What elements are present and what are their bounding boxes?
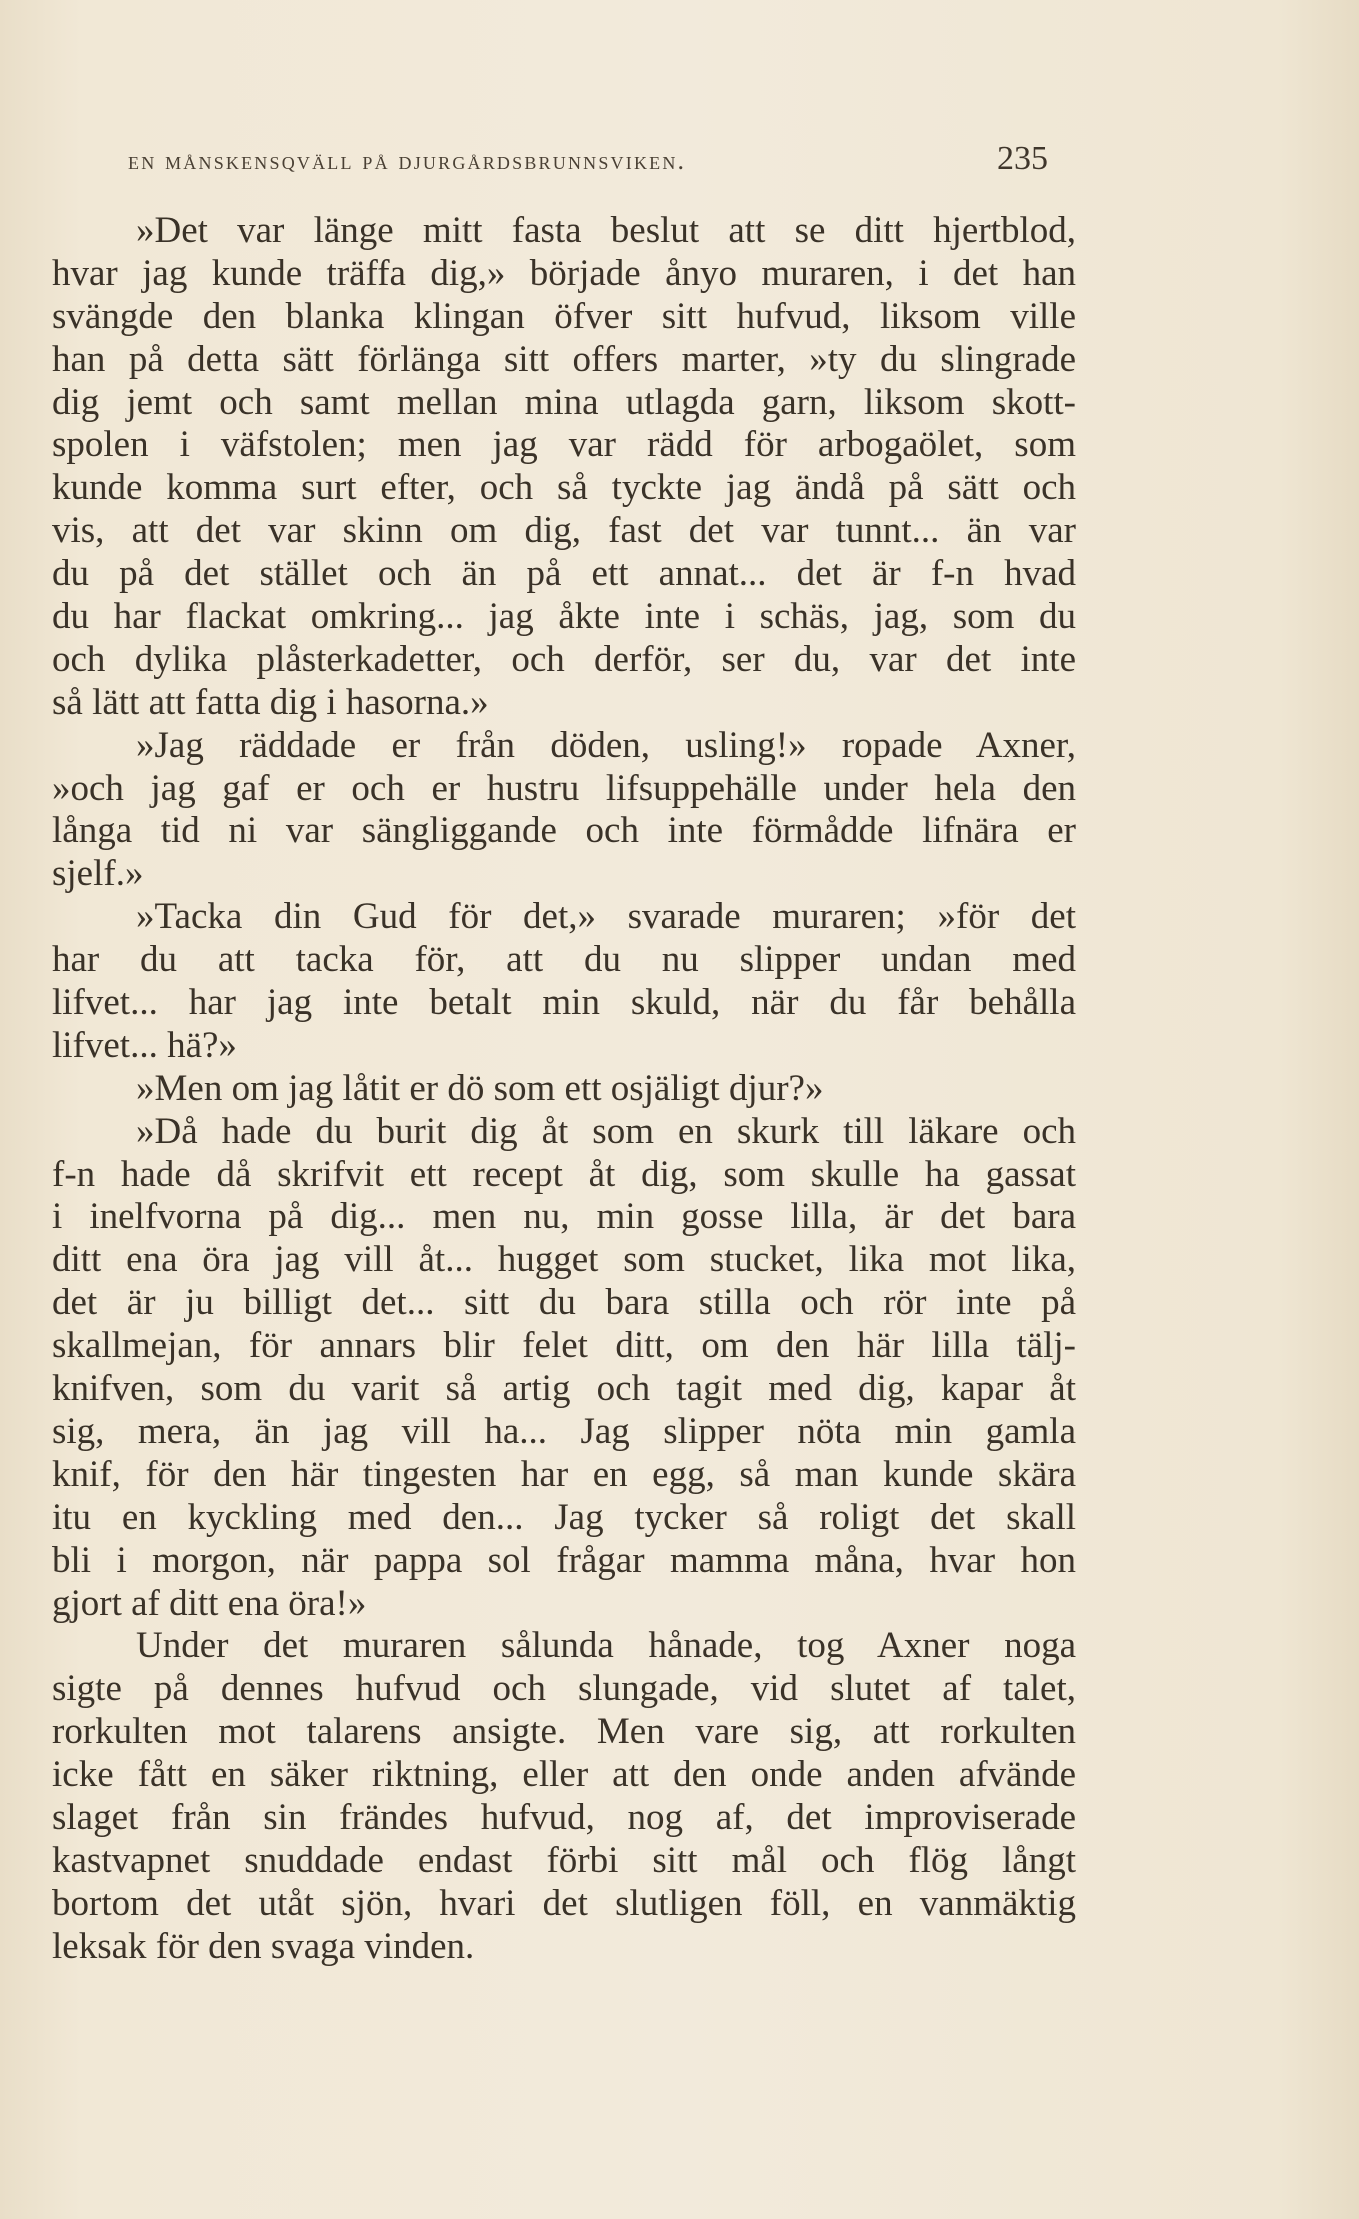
text-line: hvar jag kunde träffa dig,» började ånyo muraren, i det han xyxy=(52,252,1076,294)
text-line: så lätt att fatta dig i hasorna.» xyxy=(52,681,489,723)
text-line: sig, mera, än jag vill ha... Jag slipper nöta min gamla xyxy=(52,1410,1076,1452)
text-line: lifvet... hä?» xyxy=(52,1024,237,1066)
text-line: sjelf.» xyxy=(52,853,144,895)
text-line: spolen i väfstolen; men jag var rädd för arbogaölet, som xyxy=(52,424,1076,466)
text-line: du på det stället och än på ett annat... det är f-n hvad xyxy=(52,553,1076,595)
text-line: Under det muraren sålunda hånade, tog Axner noga xyxy=(136,1625,1076,1667)
text-line: dig jemt och samt mellan mina utlagda garn, liksom skott- xyxy=(52,381,1076,423)
text-line: knifven, som du varit så artig och tagit med dig, kapar åt xyxy=(52,1368,1076,1410)
body-text xyxy=(52,210,1076,1969)
text-line: har du att tacka för, att du nu slipper undan med xyxy=(52,939,1076,981)
page-number: 235 xyxy=(997,140,1048,177)
text-line: svängde den blanka klingan öfver sitt hufvud, liksom ville xyxy=(52,295,1076,337)
text-line: kastvapnet snuddade endast förbi sitt mål och flög långt xyxy=(52,1839,1076,1881)
text-line: »Tacka din Gud för det,» svarade muraren; »för det xyxy=(136,896,1076,938)
text-line: sigte på dennes hufvud och slungade, vid slutet af talet, xyxy=(52,1668,1076,1710)
text-line: »Jag räddade er från döden, usling!» ropade Axner, xyxy=(136,724,1076,766)
text-line: det är ju billigt det... sitt du bara stilla och rör inte på xyxy=(52,1282,1076,1324)
text-line: vis, att det var skinn om dig, fast det var tunnt... än var xyxy=(52,510,1076,552)
text-line: i inelfvorna på dig... men nu, min gosse lilla, är det bara xyxy=(52,1196,1076,1238)
text-line: ditt ena öra jag vill åt... hugget som stucket, lika mot lika, xyxy=(52,1239,1076,1281)
text-line: bli i morgon, när pappa sol frågar mamma måna, hvar hon xyxy=(52,1539,1076,1581)
text-line: rorkulten mot talarens ansigte. Men vare sig, att rorkulten xyxy=(52,1711,1076,1753)
text-line: han på detta sätt förlänga sitt offers marter, »ty du slingrade xyxy=(52,338,1076,380)
text-line: gjort af ditt ena öra!» xyxy=(52,1582,367,1624)
text-line: icke fått en säker riktning, eller att den onde anden afvände xyxy=(52,1754,1076,1796)
text-line: »Då hade du burit dig åt som en skurk till läkare och xyxy=(136,1110,1076,1152)
text-line: leksak för den svaga vinden. xyxy=(52,1925,475,1967)
text-line: slaget från sin frändes hufvud, nog af, det improviserade xyxy=(52,1796,1076,1838)
text-line: skallmejan, för annars blir felet ditt, om den här lilla tälj- xyxy=(52,1325,1076,1367)
text-line: »Men om jag låtit er dö som ett osjäligt djur?» xyxy=(136,1067,824,1109)
text-line: och dylika plåsterkadetter, och derför, ser du, var det inte xyxy=(52,638,1076,680)
text-line: du har flackat omkring... jag åkte inte i schäs, jag, som du xyxy=(52,596,1076,638)
text-line: itu en kyckling med den... Jag tycker så roligt det skall xyxy=(52,1496,1076,1538)
text-line: »Det var länge mitt fasta beslut att se ditt hjertblod, xyxy=(136,210,1076,251)
page-header xyxy=(128,140,1048,180)
text-line: f-n hade då skrifvit ett recept åt dig, som skulle ha gassat xyxy=(52,1153,1076,1195)
text-line: lifvet... har jag inte betalt min skuld, när du får behålla xyxy=(52,982,1076,1024)
text-line: »och jag gaf er och er hustru lifsuppehälle under hela den xyxy=(52,767,1076,809)
text-line: kunde komma surt efter, och så tyckte jag ändå på sätt och xyxy=(52,467,1076,509)
text-line: långa tid ni var sängliggande och inte förmådde lifnära er xyxy=(52,810,1076,852)
text-line: bortom det utåt sjön, hvari det slutligen föll, en vanmäktig xyxy=(52,1882,1076,1924)
text-line: knif, för den här tingesten har en egg, så man kunde skära xyxy=(52,1453,1076,1495)
running-title: en månskensqväll på djurgårdsbrunnsviken. xyxy=(128,146,687,175)
